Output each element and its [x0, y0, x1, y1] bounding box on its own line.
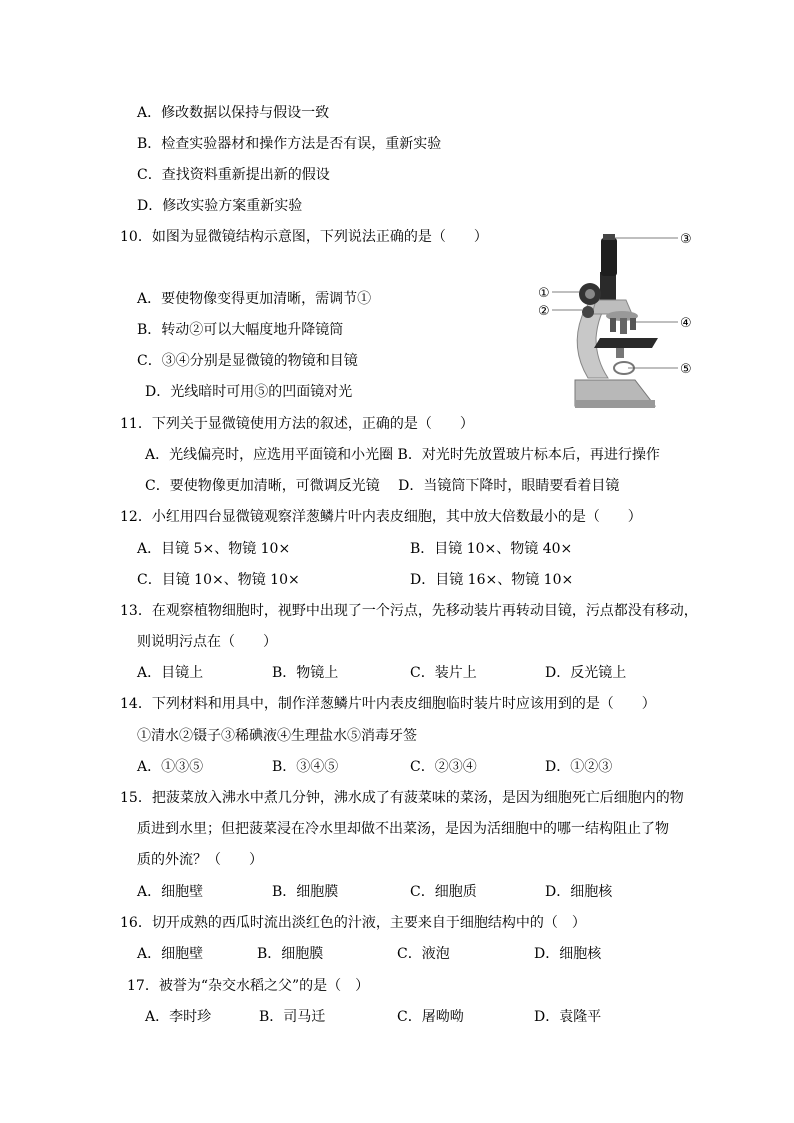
q17-option-c: C．屠呦呦	[397, 1009, 464, 1025]
q16-option-b: B．细胞膜	[257, 946, 324, 962]
q10-option-a: A．要使物像变得更加清晰，需调节①	[137, 291, 372, 307]
label-4: ④	[680, 316, 692, 331]
q11-options-ab: A．光线偏亮时，应选用平面镜和小光圈 B．对光时先放置玻片标本后，再进行操作	[145, 447, 660, 463]
q14-materials: ①清水②镊子③稀碘液④生理盐水⑤消毒牙签	[137, 728, 417, 744]
q11-options-cd: C．要使物像更加清晰，可微调反光镜 D．当镜筒下降时，眼睛要看着目镜	[145, 478, 620, 494]
q17-option-a: A．李时珍	[145, 1009, 212, 1025]
label-5: ⑤	[680, 362, 692, 377]
q12-option-c: C．目镜 10×、物镜 10×	[137, 572, 300, 588]
q9-option-a: A．修改数据以保持与假设一致	[137, 105, 330, 121]
q17-option-b: B．司马迁	[259, 1009, 326, 1025]
q9-option-b: B．检查实验器材和操作方法是否有误，重新实验	[137, 136, 442, 152]
q16-option-d: D．细胞核	[534, 946, 602, 962]
q12-stem: 12．小红用四台显微镜观察洋葱鳞片叶内表皮细胞，其中放大倍数最小的是（ ）	[120, 509, 642, 525]
label-3: ③	[680, 232, 692, 247]
q14-option-c: C．②③④	[410, 759, 477, 775]
q14-option-d: D．①②③	[545, 759, 613, 775]
q12-option-a: A．目镜 5×、物镜 10×	[137, 541, 291, 557]
q13-option-c: C．装片上	[410, 665, 477, 681]
q10-stem: 10．如图为显微镜结构示意图，下列说法正确的是（ ）	[120, 229, 488, 245]
q15-option-c: C．细胞质	[410, 884, 477, 900]
q15-option-b: B．细胞膜	[272, 884, 339, 900]
q10-option-d: D．光线暗时可用⑤的凹面镜对光	[145, 384, 353, 400]
q15-option-a: A．细胞壁	[137, 884, 204, 900]
q14-option-a: A．①③⑤	[137, 759, 204, 775]
q9-option-c: C．查找资料重新提出新的假设	[137, 167, 330, 183]
q14-stem: 14．下列材料和用具中，制作洋葱鳞片叶内表皮细胞临时装片时应该用到的是（ ）	[120, 696, 656, 712]
q16-stem: 16．切开成熟的西瓜时流出淡红色的汁液，主要来自于细胞结构中的（ ）	[120, 915, 586, 931]
microscope-diagram	[530, 228, 710, 418]
q13-stem: 13．在观察植物细胞时，视野中出现了一个污点，先移动装片再转动目镜，污点都没有移动，	[120, 603, 698, 619]
q12-option-d: D．目镜 16×、物镜 10×	[410, 572, 574, 588]
label-2: ②	[538, 304, 550, 319]
q11-stem: 11．下列关于显微镜使用方法的叙述，正确的是（ ）	[120, 416, 474, 432]
q10-option-b: B．转动②可以大幅度地升降镜筒	[137, 322, 344, 338]
q17-stem: 17．被誉为“杂交水稻之父”的是（ ）	[127, 978, 370, 994]
q12-option-b: B．目镜 10×、物镜 40×	[410, 541, 573, 557]
q13-option-a: A．目镜上	[137, 665, 204, 681]
q15-stem: 15．把菠菜放入沸水中煮几分钟，沸水成了有菠菜味的菜汤，是因为细胞死亡后细胞内的物	[120, 790, 684, 806]
q15-option-d: D．细胞核	[545, 884, 613, 900]
q17-option-d: D．袁隆平	[534, 1009, 602, 1025]
label-1: ①	[538, 286, 550, 301]
q13-stem-cont: 则说明污点在（ ）	[137, 634, 277, 650]
q16-option-c: C．液泡	[397, 946, 450, 962]
q13-option-d: D．反光镜上	[545, 665, 627, 681]
q15-stem-end: 质的外流？（ ）	[137, 852, 263, 868]
q10-option-c: C．③④分别是显微镜的物镜和目镜	[137, 353, 358, 369]
q16-option-a: A．细胞壁	[137, 946, 204, 962]
q15-stem-cont: 质进到水里；但把菠菜浸在冷水里却做不出菜汤，是因为活细胞中的哪一结构阻止了物	[137, 821, 669, 837]
q13-option-b: B．物镜上	[272, 665, 339, 681]
q14-option-b: B．③④⑤	[272, 759, 339, 775]
q9-option-d: D．修改实验方案重新实验	[137, 198, 303, 214]
